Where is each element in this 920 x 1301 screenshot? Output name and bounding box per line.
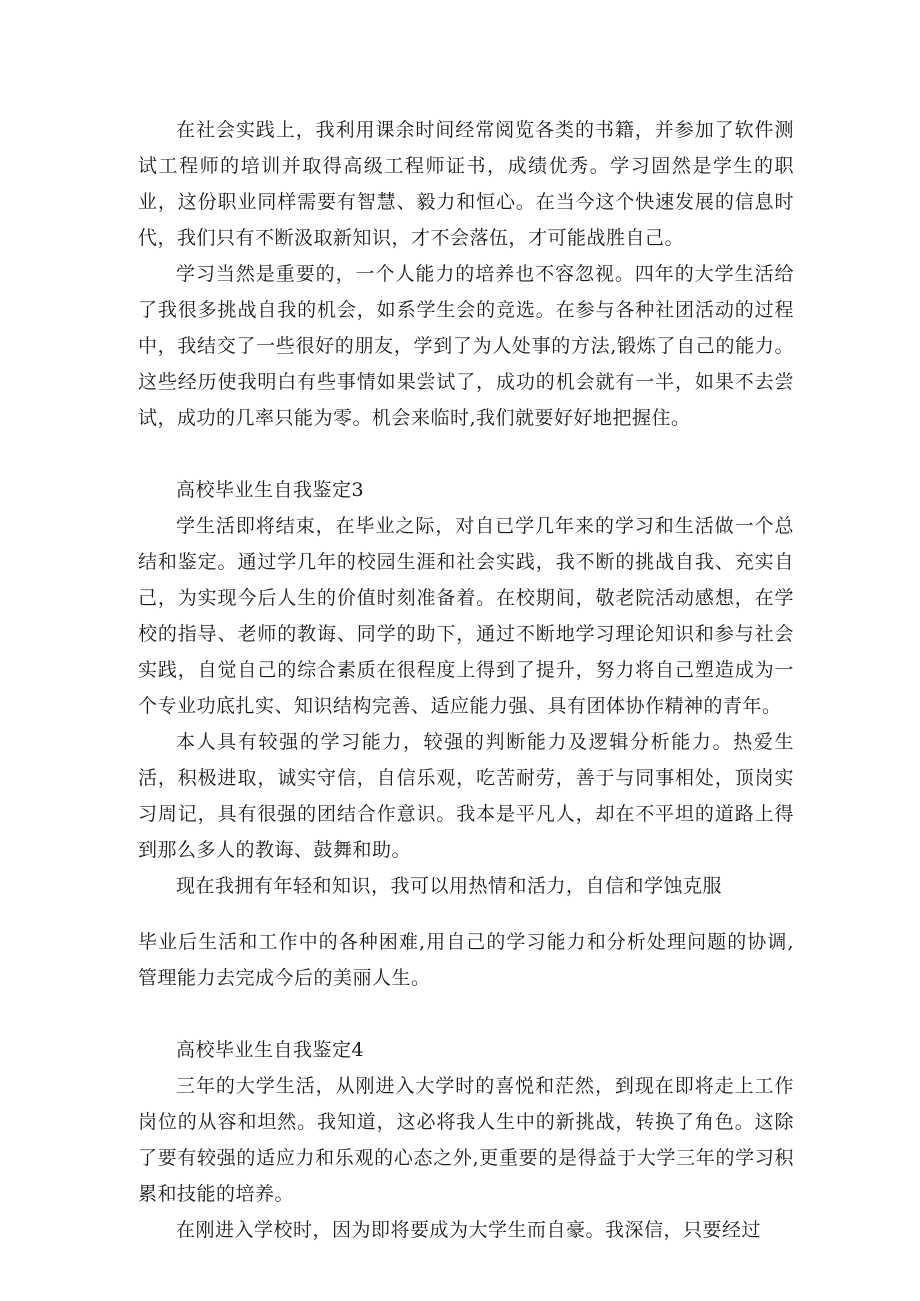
section-heading-3: 高校毕业生自我鉴定3	[176, 479, 365, 501]
paragraph-three-years: 三年的大学生活，从刚进入大学时的喜悦和茫然，到现在即将走上工作岗位的从容和坦然。我知道，这必将我人生中的新挑战，转换了角色。这除了要有较强的适应力和乐观的心态之外,更重要的是得益于大学三年的学习积累和技能的培养。	[138, 1075, 794, 1205]
paragraph-overcome-difficulties: 毕业后生活和工作中的各种困难,用自己的学习能力和分析处理问题的协调,管理能力去完成今后的美丽人生。	[138, 931, 794, 989]
section-heading-4: 高校毕业生自我鉴定4	[176, 1039, 365, 1061]
section-spacer	[138, 996, 794, 1032]
paragraph-social-practice: 在社会实践上，我利用课余时间经常阅览各类的书籍，并参加了软件测试工程师的培训并取得高级工程师证书，成绩优秀。学习固然是学生的职业，这份职业同样需要有智慧、毅力和恒心。在当今这个快速发展的信息时代，我们只有不断汲取新知识，才不会落伍，才可能战胜自己。	[138, 119, 794, 249]
paragraph-youth-knowledge: 现在我拥有年轻和知识，我可以用热情和活力，自信和学蚀克服	[176, 875, 723, 897]
paragraph-ability-training: 学习当然是重要的，一个人能力的培养也不容忽视。四年的大学生活给了我很多挑战自我的机会，如系学生会的竞选。在参与各种社团活动的过程中，我结交了一些很好的朋友，学到了为人处事的方法,锻炼了自己的能力。这些经历使我明白有些事情如果尝试了，成功的机会就有一半，如果不去尝试，成功的几率只能为零。机会来临时,我们就要好好地把握住。	[138, 263, 794, 429]
paragraph-graduation-summary: 学生活即将结束，在毕业之际，对自已学几年来的学习和生活做一个总结和鉴定。通过学几年的校园生涯和社会实践，我不断的挑战自我、充实自己，为实现今后人生的价值时刻准备着。在校期间，敬老院活动感想，在学校的指导、老师的教诲、同学的助下，通过不断地学习理论知识和参与社会实践，自觉自己的综合素质在很程度上得到了提升，努力将自己塑造成为一个专业功底扎实、知识结构完善、适应能力强、具有团体协作精神的青年。	[138, 515, 794, 717]
paragraph-personal-abilities: 本人具有较强的学习能力，较强的判断能力及逻辑分析能力。热爱生活，积极进取，诚实守信，自信乐观，吃苦耐劳，善于与同事相处，顶岗实习周记，具有很强的团结合作意识。我本是平凡人，却在不平坦的道路上得到那么多人的教诲、鼓舞和助。	[138, 731, 794, 861]
section-spacer	[138, 436, 794, 472]
document-body	[138, 112, 794, 1248]
paragraph-entering-school: 在刚进入学校时，因为即将要成为大学生而自豪。我深信，只要经过	[176, 1219, 762, 1241]
paragraph-spacer	[138, 904, 794, 924]
